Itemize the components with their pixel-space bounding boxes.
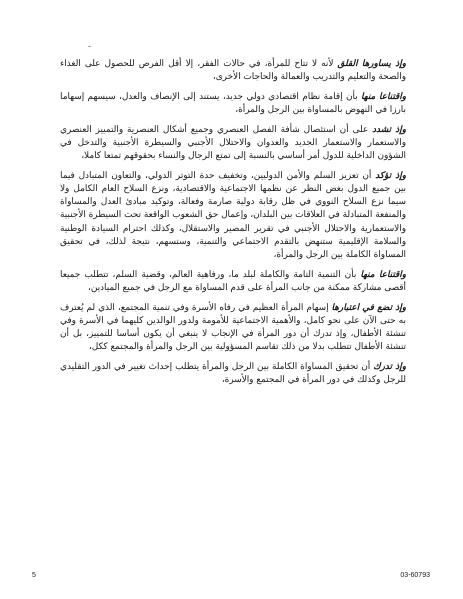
paragraph-text: أن تحقيق المساواة الكاملة بين الرجل والمرأة يتطلب إحداث تغيير في الدور التقليدي للرجل وكذلك في دور المرأة في المجتمع والأسرة،: [60, 361, 406, 385]
paragraph-text: على أن استئصال شأفة الفصل العنصري وجميع أشكال العنصرية والتمييز العنصري والاستعمار والاستعمار الجديد والعدوان والاحتلال الأجنبي والسيطرة الأجنبية والتدخل في الشؤون الداخلية للدول أمر أساسي بالنسبة إلى تمتع الرجال والنساء بحقوقهم تمتعا كاملا،: [60, 125, 406, 162]
preamble-paragraph: [60, 302, 406, 354]
paragraph-lead: وإذ تؤكد: [375, 171, 406, 182]
preamble-paragraph: [60, 124, 406, 163]
paragraph-lead: واقتناعا منها: [361, 92, 407, 103]
paragraph-text: بأن إقامة نظام اقتصادي دولي جديد، يستند إلى الإنصاف والعدل، سيسهم إسهاما بارزا في النهوض بالمساواة بين الرجل والمرأة،: [60, 92, 406, 116]
paragraph-text: لأنه لا تتاح للمرأة، في حالات الفقر، إلا أقل الفرص للحصول على الغذاء والصحة والتعليم والتدريب والعمالة والحاجات الأخرى،: [60, 59, 406, 83]
paragraph-text: بأن التنمية التامة والكاملة لبلد ما، ورفاهية العالم، وقضية السلم، تتطلب جميعا أقصى مشاركة ممكنة من جانب المرأة على قدم المساواة مع الرجل في جميع الميادين،: [60, 269, 406, 293]
preamble-paragraph: [60, 91, 406, 117]
top-mark: -: [88, 42, 92, 52]
preamble-paragraph: [60, 170, 406, 261]
paragraph-text: أن تعزيز السلم والأمن الدوليين، وتخفيف حدة التوتر الدولي، والتعاون المتبادل فيما بين جميع الدول بغض النظر عن نظمها الاجتماعية والاقتصادية، ونزع السلاح العام الكامل ولا سيما نزع السلاح النووي في ظل رقابة دولية صارمة وفعالة، وتوكيد مبادئ العدل والمساواة والمنفعة المتبادلة في العلاقات بين البلدان، وإعمال حق الشعوب الواقعة تحت السيطرة الأجنبية والاستعمارية والاحتلال الأجنبي في تقرير المصير والاستقلال، وكذلك احترام السيادة الوطنية والسلامة الإقليمية ستنهض بالتقدم الاجتماعي والتنمية، وستسهم، نتيجة لذلك، في تحقيق المساواة الكاملة بين الرجل والمرأة،: [60, 171, 406, 260]
paragraph-lead: وإذ تشدد: [372, 125, 406, 136]
paragraph-text: إسهام المرأة العظيم في رفاه الأسرة وفي تنمية المجتمع، الذي لم يُعترف به حتى الآن على نحو كامل، والأهمية الاجتماعية للأمومة ولدور الوالدين كليهما في الأسرة وفي تنشئة الأطفال، وإذ تدرك أن دور المرأة في الإنجاب لا ينبغي أن يكون أساسا للتمييز، بل أن تنشئة الأطفال تتطلب بدلا من ذلك تقاسم المسؤولية بين الرجل والمرأة والمجتمع ككل،: [60, 302, 406, 352]
document-body: [60, 58, 406, 394]
paragraph-lead: وإذ يساورها القلق: [337, 59, 406, 69]
preamble-paragraph: [60, 269, 406, 295]
paragraph-lead: واقتناعا منها: [360, 269, 406, 280]
paragraph-lead: وإذ تدرك: [373, 361, 406, 372]
paragraph-lead: وإذ تضع في اعتبارها: [331, 302, 407, 313]
preamble-paragraph: [60, 361, 406, 387]
preamble-paragraph: [60, 58, 406, 84]
page-number: 5: [32, 572, 36, 579]
document-code: 03-60793: [400, 572, 430, 579]
